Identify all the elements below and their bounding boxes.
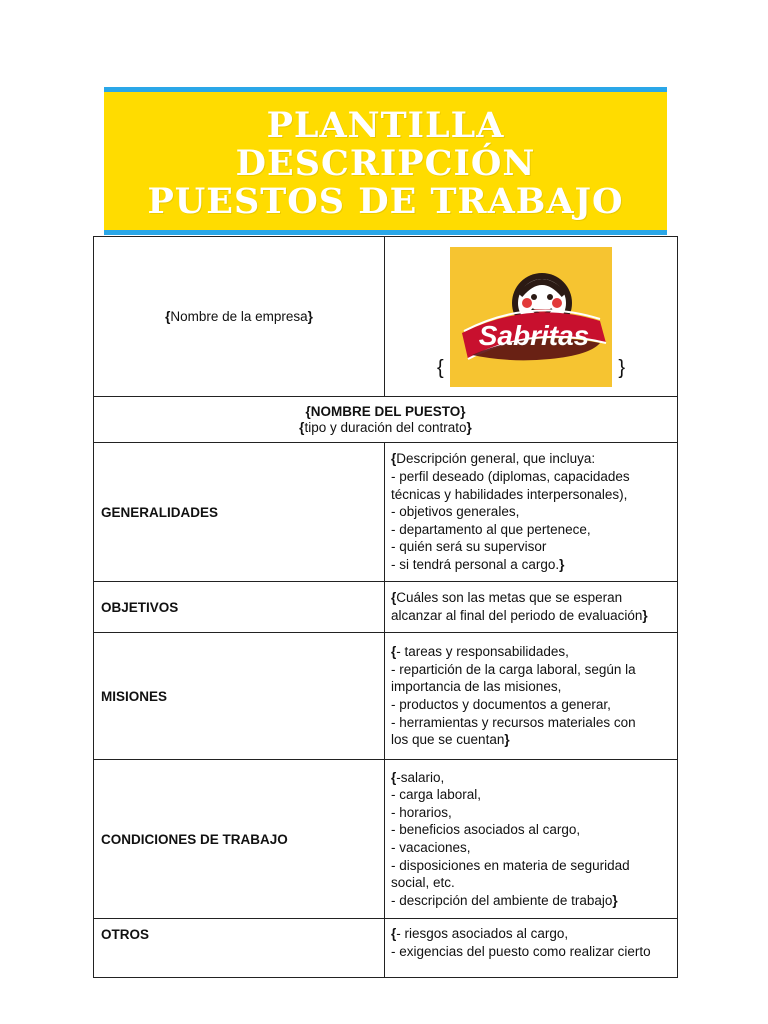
brace-open: { <box>165 309 171 324</box>
company-name-cell[interactable] <box>94 237 385 397</box>
title-line-3: PUESTOS DE TRABAJO <box>147 181 624 222</box>
label-condiciones: CONDICIONES DE TRABAJO <box>94 760 385 919</box>
cond-line-3: - beneficios asociados al cargo, <box>391 822 581 838</box>
logo-brace-close: } <box>618 357 625 379</box>
contract-type: tipo y duración del contrato <box>304 419 467 435</box>
obj-line-1: alcanzar al final del periodo de evaluación <box>391 608 643 623</box>
title-line-1: PLANTILLA <box>266 105 505 146</box>
company-name-placeholder: Nombre de la empresa <box>170 309 308 324</box>
gen-line-5: - quién será su supervisor <box>391 539 547 555</box>
mis-line-1: - repartición de la carga laboral, según la <box>391 661 636 677</box>
gen-line-3: - objetivos generales, <box>391 504 520 520</box>
label-otros: OTROS <box>94 919 385 978</box>
content-otros[interactable]: {- riesgos asociados al cargo, - exigencias del puesto como realizar cierto <box>385 919 678 978</box>
gen-line-2: técnicas y habilidades interpersonales), <box>391 486 628 502</box>
title-line-2: DESCRIPCIÓN <box>235 143 536 184</box>
label-objetivos: OBJETIVOS <box>94 582 385 633</box>
position-name: {NOMBRE DEL PUESTO} <box>305 403 466 419</box>
cond-line-2: - horarios, <box>391 804 452 820</box>
cond-line-7: - descripción del ambiente de trabajo <box>391 892 613 908</box>
gen-line-6: - si tendrá personal a cargo. <box>391 556 560 572</box>
content-condiciones[interactable]: {-salario, - carga laboral, - horarios, - beneficios asociados al cargo, - vacaciones, - disposiciones en materia de seguridad social, etc. - descripción del ambiente de trabajo} <box>385 760 678 919</box>
job-description-table <box>93 236 678 978</box>
gen-line-4: - departamento al que pertenece, <box>391 521 591 537</box>
sabritas-logo-icon <box>450 247 612 387</box>
content-generalidades[interactable]: {Descripción general, que incluya: - perfil deseado (diplomas, capacidades técnicas y habilidades interpersonales), - objetivos generales, - departamento al que pertenece, - quién será su supervisor - si tendrá personal a cargo.} <box>385 443 678 582</box>
contract-brace-open: { <box>299 419 305 435</box>
mis-line-4: - herramientas y recursos materiales con <box>391 714 636 730</box>
obj-line-0: Cuáles son las metas que se esperan <box>396 590 623 606</box>
title-banner <box>104 87 667 235</box>
content-misiones[interactable]: {- tareas y responsabilidades, - repartición de la carga laboral, según la importancia de las misiones, - productos y documentos a generar, - herramientas y recursos materiales con los que se cuentan} <box>385 633 678 760</box>
cond-line-0: -salario, <box>396 769 445 785</box>
gen-line-0: Descripción general, que incluya: <box>396 451 596 467</box>
brace-close: } <box>307 309 313 324</box>
cond-line-5: - disposiciones en materia de seguridad <box>391 857 630 873</box>
otr-line-1: - exigencias del puesto como realizar cierto <box>391 943 651 959</box>
sabritas-logo <box>450 247 612 387</box>
content-objetivos[interactable]: {Cuáles son las metas que se esperan alcanzar al final del periodo de evaluación} <box>385 582 678 633</box>
gen-line-1: - perfil deseado (diplomas, capacidades <box>391 469 630 485</box>
logo-cell[interactable] <box>385 237 678 397</box>
cond-line-4: - vacaciones, <box>391 840 471 855</box>
cond-line-1: - carga laboral, <box>391 787 482 803</box>
mis-line-2: importancia de las misiones, <box>391 679 562 695</box>
mis-line-5: los que se cuentan <box>391 732 505 748</box>
mis-line-0: - tareas y responsabilidades, <box>396 644 569 660</box>
mis-line-3: - productos y documentos a generar, <box>391 697 611 712</box>
cond-line-6: social, etc. <box>391 875 455 891</box>
logo-brace-open: { <box>437 357 444 379</box>
position-cell[interactable] <box>94 397 678 443</box>
otr-line-0: - riesgos asociados al cargo, <box>396 926 569 941</box>
label-misiones: MISIONES <box>94 633 385 760</box>
sabritas-wordmark: Sabritas <box>478 319 590 351</box>
contract-brace-close: } <box>466 419 472 435</box>
label-generalidades: GENERALIDADES <box>94 443 385 582</box>
